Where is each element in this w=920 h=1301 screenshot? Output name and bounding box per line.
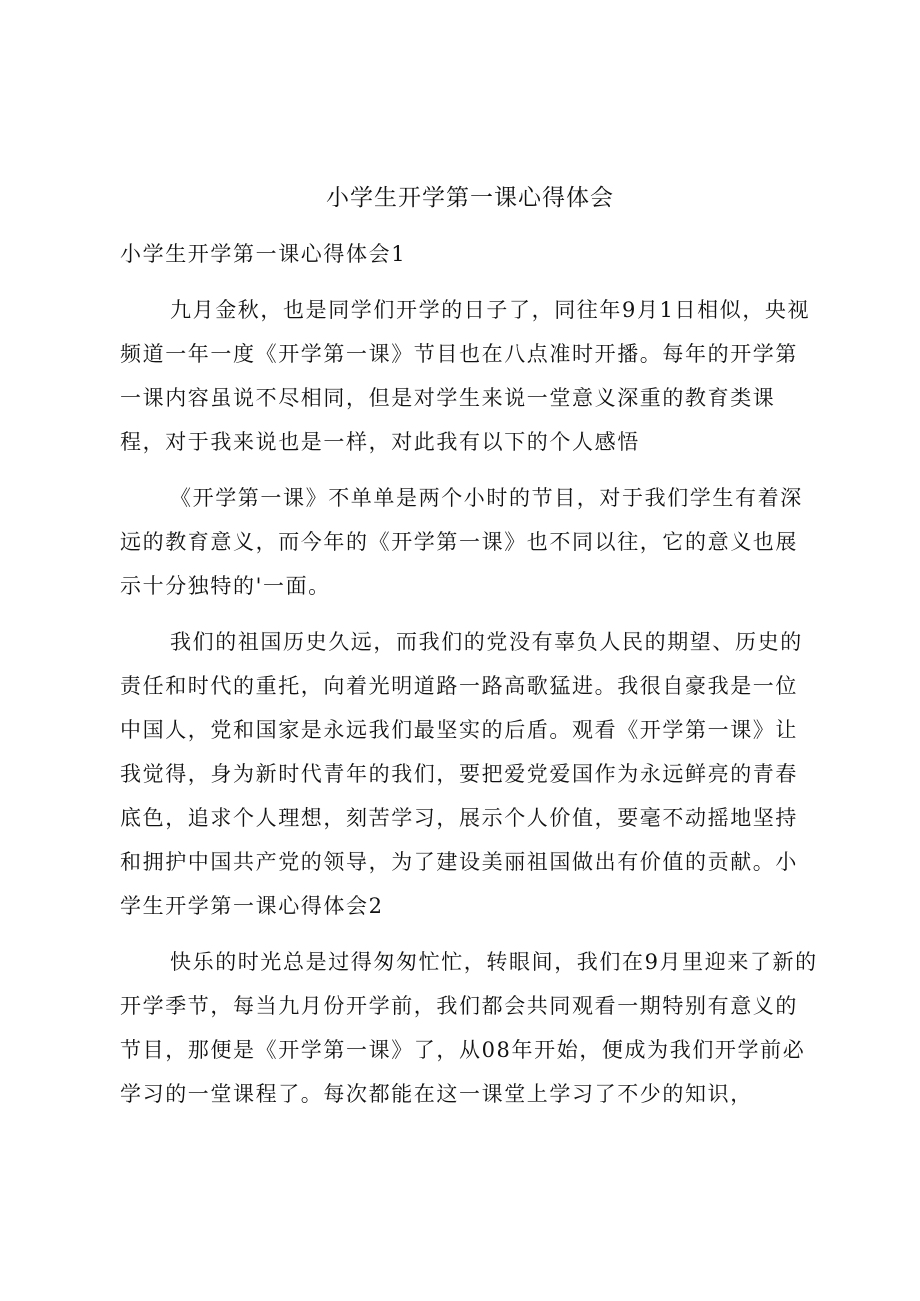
document-body xyxy=(120,232,820,1116)
paragraph: 九月金秋，也是同学们开学的日子了，同往年9月1日相似，央视频道一年一度《开学第一课》节目也在八点准时开播。每年的开学第一课内容虽说不尽相同，但是对学生来说一堂意义深重的教育类课程，对于我来说也是一样，对此我有以下的个人感悟 xyxy=(120,298,811,454)
paragraph: 我们的祖国历史久远，而我们的党没有辜负人民的期望、历史的责任和时代的重托，向着光明道路一路高歌猛进。我很自豪我是一位中国人，党和国家是永远我们最坚实的后盾。观看《开学第一课》让我觉得，身为新时代青年的我们，要把爱党爱国作为永远鲜亮的青春底色，追求个人理想，刻苦学习，展示个人价值，要毫不动摇地坚持和拥护中国共产党的领导，为了建设美丽祖国做出有价值的贡献。小学生开学第一课心得体会2 xyxy=(120,630,803,918)
paragraph: 《开学第一课》不单单是两个小时的节目，对于我们学生有着深远的教育意义，而今年的《开学第一课》也不同以往，它的意义也展示十分独特的'一面。 xyxy=(120,486,803,598)
paragraph: 快乐的时光总是过得匆匆忙忙，转眼间，我们在9月里迎来了新的开学季节，每当九月份开学前，我们都会共同观看一期特别有意义的节目，那便是《开学第一课》了，从08年开始，便成为我们开学前必学习的一堂课程了。每次都能在这一课堂上学习了不少的知识， xyxy=(120,950,818,1106)
document-title: 小学生开学第一课心得体会 xyxy=(326,185,614,211)
section-heading: 小学生开学第一课心得体会1 xyxy=(120,242,407,266)
